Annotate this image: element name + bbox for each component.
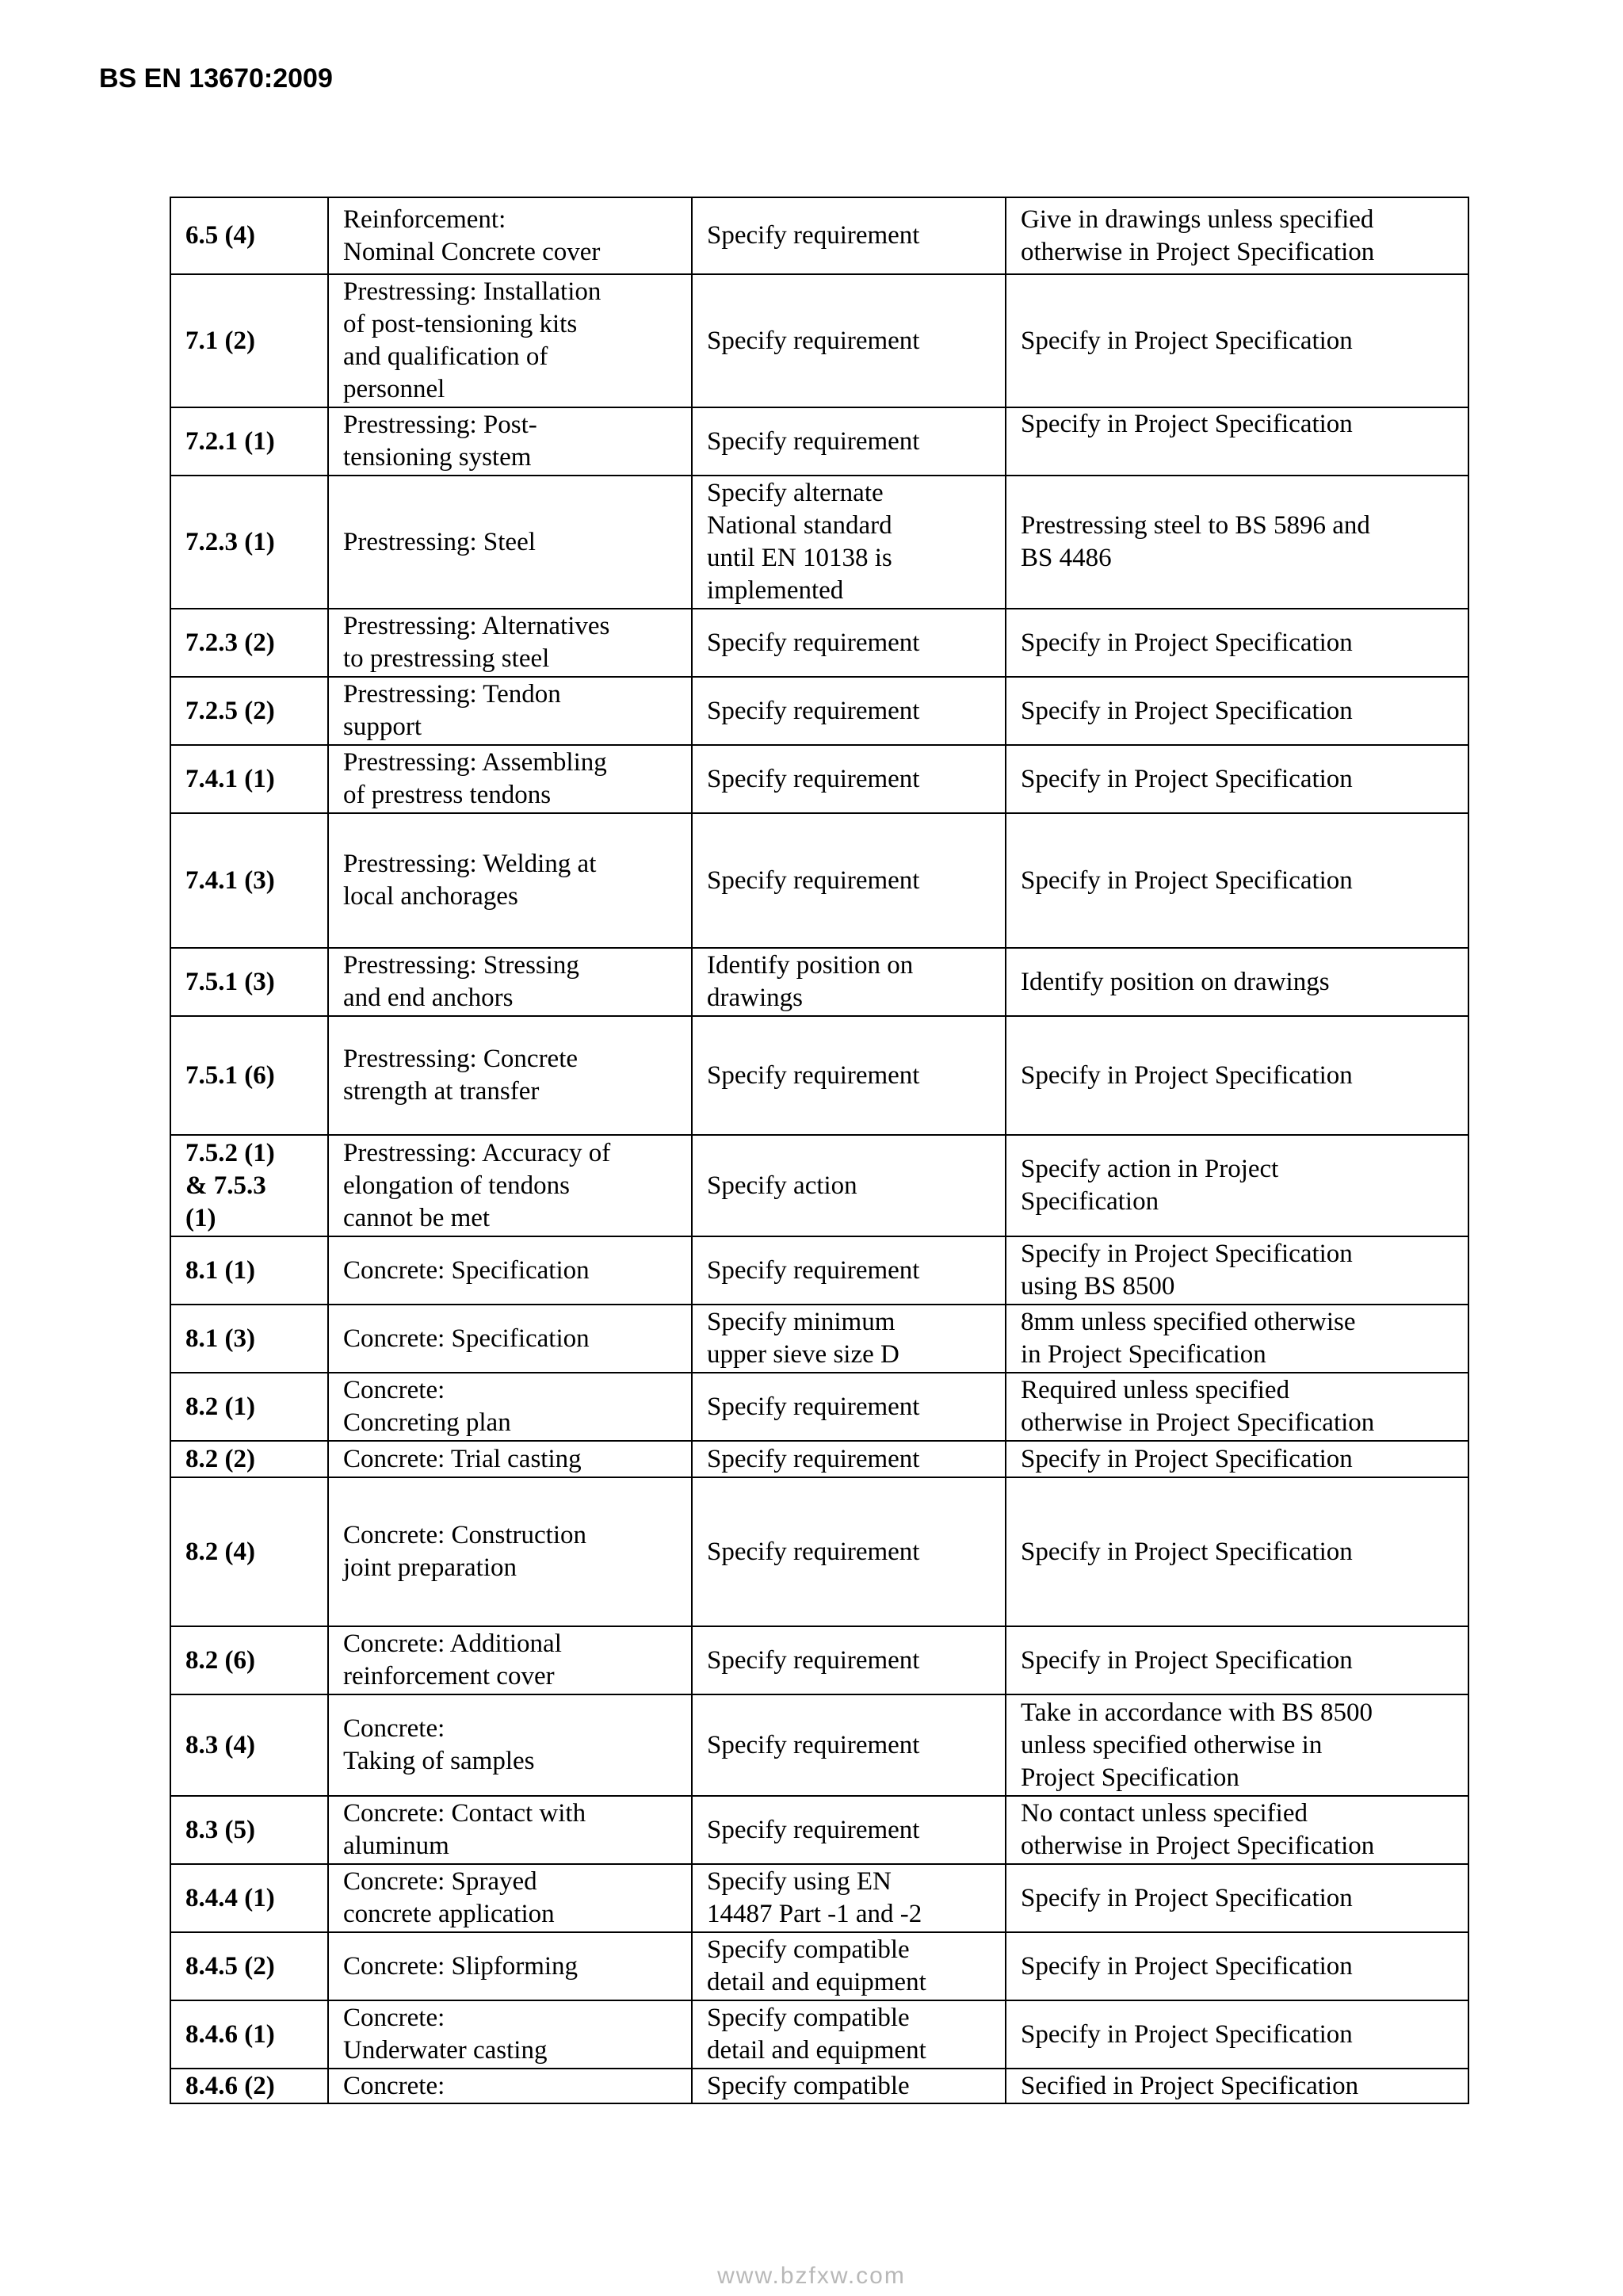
subject-cell [328,2069,692,2103]
action-cell [692,476,1006,609]
table-row [170,1373,1468,1441]
table-row [170,609,1468,677]
specification-table-body [170,197,1468,2103]
clause-cell [170,1236,328,1305]
clause-cell [170,609,328,677]
table-row [170,1626,1468,1694]
decision-cell [1006,1135,1468,1236]
decision-text: Specification [1021,1187,1159,1216]
decision-cell [1006,609,1468,677]
subject-text: personnel [343,375,445,403]
action-text: Specify requirement [707,865,920,895]
subject-text: Prestressing: Assembling [343,748,607,777]
decision-text: Project Specification [1021,1763,1239,1792]
action-cell [692,2069,1006,2103]
decision-cell [1006,197,1468,274]
subject-text: Reinforcement: [343,204,506,234]
table-row [170,1135,1468,1236]
clause-text: 8.4.5 (2) [185,1951,275,1981]
clause-text: 8.2 (6) [185,1645,255,1675]
action-text: Specify requirement [707,1060,920,1090]
clause-cell [170,1016,328,1135]
subject-cell [328,813,692,948]
subject-text: Concrete: Sprayed [343,1867,537,1896]
table-row [170,1236,1468,1305]
subject-text: Concrete: [343,1714,445,1743]
clause-cell [170,1441,328,1477]
decision-text: Prestressing steel to BS 5896 and [1021,511,1370,540]
table-row [170,197,1468,274]
subject-text: tensioning system [343,443,532,472]
clause-cell [170,1796,328,1864]
table-row [170,2000,1468,2069]
subject-text: to prestressing steel [343,644,550,673]
table-row [170,274,1468,407]
clause-text: 8.4.6 (1) [185,2019,275,2049]
decision-cell [1006,948,1468,1016]
table-row [170,948,1468,1016]
decision-cell [1006,2069,1468,2103]
clause-text: 7.2.3 (2) [185,628,275,657]
subject-text: Concrete: [343,2071,445,2100]
decision-cell [1006,1864,1468,1932]
subject-text: Prestressing: Installation [343,277,601,306]
table-row [170,407,1468,476]
clause-cell [170,1305,328,1373]
subject-text: Prestressing: Accuracy of [343,1138,611,1167]
subject-text: Concrete: Contact with [343,1799,586,1828]
subject-text: Concrete: Specification [343,1324,590,1353]
decision-text: Specify in Project Specification [1021,1060,1353,1090]
decision-text: otherwise in Project Specification [1021,1408,1375,1437]
decision-text: Specify in Project Specification [1021,2019,1353,2049]
table-row [170,1796,1468,1864]
action-text: Specify requirement [707,426,920,456]
action-cell [692,1864,1006,1932]
decision-text: in Project Specification [1021,1340,1266,1369]
action-text: Specify requirement [707,221,920,250]
action-text: Specify using EN [707,1867,892,1896]
clause-text: 7.2.3 (1) [185,527,275,556]
subject-text: Taking of samples [343,1747,535,1775]
table-row [170,1477,1468,1626]
table-row [170,745,1468,813]
subject-text: Concreting plan [343,1408,511,1437]
decision-text: Required unless specified [1021,1376,1290,1404]
clause-text: 8.1 (3) [185,1324,255,1353]
action-text: implemented [707,576,844,605]
action-text: Specify requirement [707,1537,920,1566]
clause-text: 7.5.1 (6) [185,1060,275,1090]
action-text: Specify requirement [707,1730,920,1759]
action-text: Specify action [707,1171,857,1200]
clause-cell [170,1135,328,1236]
table-row [170,1932,1468,2000]
table-row [170,1305,1468,1373]
decision-text: using BS 8500 [1021,1272,1175,1301]
subject-text: Concrete: Construction [343,1521,587,1549]
clause-cell [170,274,328,407]
action-text: Identify position on [707,951,914,980]
table-row [170,1864,1468,1932]
subject-cell [328,1477,692,1626]
subject-text: local anchorages [343,882,518,911]
decision-cell [1006,1373,1468,1441]
action-text: Specify requirement [707,1815,920,1844]
decision-cell [1006,1236,1468,1305]
clause-text: 7.1 (2) [185,326,255,355]
decision-text: No contact unless specified [1021,1799,1308,1828]
subject-text: concrete application [343,1900,555,1928]
decision-cell [1006,1305,1468,1373]
action-cell [692,745,1006,813]
clause-cell [170,677,328,745]
clause-cell [170,1932,328,2000]
clause-cell [170,197,328,274]
decision-cell [1006,1016,1468,1135]
clause-text: 7.4.1 (1) [185,764,275,793]
subject-text: cannot be met [343,1203,491,1232]
action-cell [692,1135,1006,1236]
subject-text: aluminum [343,1832,449,1860]
subject-cell [328,197,692,274]
decision-text: Specify action in Project [1021,1155,1279,1183]
decision-text: Specify in Project Specification [1021,326,1353,355]
decision-text: 8mm unless specified otherwise [1021,1308,1356,1336]
clause-cell [170,948,328,1016]
subject-text: of prestress tendons [343,781,552,809]
action-cell [692,407,1006,476]
action-text: until EN 10138 is [707,544,892,572]
clause-cell [170,407,328,476]
clause-text: 8.3 (4) [185,1730,255,1759]
watermark: www.bzfxw.com [717,2263,906,2289]
action-text: drawings [707,984,803,1012]
clause-text: 7.2.5 (2) [185,696,275,725]
action-cell [692,1626,1006,1694]
decision-text: unless specified otherwise in [1021,1730,1323,1759]
clause-cell [170,2069,328,2103]
decision-text: Specify in Project Specification [1021,764,1353,793]
clause-text: 7.4.1 (3) [185,865,275,895]
action-cell [692,1305,1006,1373]
action-text: Specify alternate [707,479,884,507]
clause-text: 7.5.2 (1) [185,1138,275,1167]
clause-text: 8.2 (4) [185,1537,255,1566]
subject-cell [328,1864,692,1932]
clause-text: 7.2.1 (1) [185,426,275,456]
subject-cell [328,1796,692,1864]
subject-text: Prestressing: Steel [343,527,536,556]
action-text: Specify requirement [707,764,920,793]
decision-text: otherwise in Project Specification [1021,1832,1375,1860]
decision-text: otherwise in Project Specification [1021,237,1375,266]
subject-text: Prestressing: Stressing [343,951,579,980]
action-cell [692,948,1006,1016]
subject-text: Concrete: Slipforming [343,1951,579,1981]
decision-text: Specify in Project Specification [1021,1951,1353,1981]
subject-text: elongation of tendons [343,1171,570,1200]
action-text: Specify compatible [707,2071,910,2100]
subject-text: reinforcement cover [343,1662,555,1690]
decision-cell [1006,813,1468,948]
action-cell [692,2000,1006,2069]
subject-cell [328,2000,692,2069]
decision-text: Specify in Project Specification [1021,1537,1353,1566]
action-cell [692,1932,1006,2000]
decision-cell [1006,1477,1468,1626]
subject-text: Nominal Concrete cover [343,237,601,266]
clause-text: 7.5.1 (3) [185,967,275,996]
subject-text: Concrete: Trial casting [343,1444,582,1473]
decision-text: Take in accordance with BS 8500 [1021,1698,1373,1727]
subject-cell [328,1626,692,1694]
subject-text: and qualification of [343,342,548,371]
decision-cell [1006,476,1468,609]
clause-text: 8.4.6 (2) [185,2071,275,2100]
action-text: Specify requirement [707,1255,920,1285]
subject-cell [328,476,692,609]
decision-cell [1006,274,1468,407]
subject-cell [328,1236,692,1305]
clause-text: (1) [185,1203,216,1232]
action-text: Specify requirement [707,1392,920,1421]
subject-text: Concrete: [343,2004,445,2032]
subject-cell [328,677,692,745]
table-row [170,677,1468,745]
clause-cell [170,1626,328,1694]
action-text: upper sieve size D [707,1340,899,1369]
clause-text: 8.1 (1) [185,1255,255,1285]
action-text: Specify requirement [707,1444,920,1473]
clause-cell [170,1373,328,1441]
action-text: National standard [707,511,892,540]
action-cell [692,609,1006,677]
clause-text: 8.2 (1) [185,1392,255,1421]
decision-text: Specify in Project Specification [1021,1645,1353,1675]
decision-text: Give in drawings unless specified [1021,204,1374,234]
decision-cell [1006,1694,1468,1796]
table-row [170,2069,1468,2103]
clause-cell [170,476,328,609]
decision-text: Specify in Project Specification [1021,410,1353,438]
subject-text: Prestressing: Alternatives [343,612,610,640]
action-text: Specify compatible [707,1935,910,1964]
subject-text: Concrete: [343,1376,445,1404]
decision-cell [1006,2000,1468,2069]
decision-text: Specify in Project Specification [1021,696,1353,725]
subject-cell [328,1016,692,1135]
action-cell [692,677,1006,745]
action-text: Specify requirement [707,1645,920,1675]
decision-text: Specify in Project Specification [1021,1444,1353,1473]
decision-text: Specify in Project Specification [1021,865,1353,895]
action-cell [692,1441,1006,1477]
action-cell [692,274,1006,407]
action-cell [692,1694,1006,1796]
subject-cell [328,948,692,1016]
subject-text: joint preparation [343,1553,517,1582]
subject-text: Prestressing: Concrete [343,1045,579,1073]
decision-text: BS 4486 [1021,544,1112,572]
clause-text: & 7.5.3 [185,1171,266,1200]
clause-text: 6.5 (4) [185,221,255,250]
subject-cell [328,1694,692,1796]
action-cell [692,813,1006,948]
table-row [170,813,1468,948]
action-text: detail and equipment [707,1968,926,1996]
action-text: detail and equipment [707,2036,926,2065]
subject-text: and end anchors [343,984,514,1012]
subject-text: Prestressing: Welding at [343,850,597,878]
subject-cell [328,1373,692,1441]
table-row [170,1441,1468,1477]
decision-cell [1006,1626,1468,1694]
subject-text: Prestressing: Tendon [343,680,561,709]
clause-cell [170,813,328,948]
action-text: 14487 Part -1 and -2 [707,1900,922,1928]
subject-cell [328,1932,692,2000]
subject-text: support [343,712,422,741]
subject-cell [328,1305,692,1373]
decision-cell [1006,1796,1468,1864]
clause-cell [170,2000,328,2069]
decision-cell [1006,407,1468,476]
action-cell [692,1477,1006,1626]
action-text: Specify compatible [707,2004,910,2032]
action-cell [692,197,1006,274]
decision-text: Secified in Project Specification [1021,2071,1359,2100]
clause-cell [170,1694,328,1796]
subject-text: Concrete: Additional [343,1629,562,1658]
action-text: Specify requirement [707,696,920,725]
subject-cell [328,1441,692,1477]
action-cell [692,1016,1006,1135]
clause-text: 8.2 (2) [185,1444,255,1473]
table-row [170,1694,1468,1796]
subject-text: strength at transfer [343,1077,540,1106]
clause-text: 8.3 (5) [185,1815,255,1844]
clause-cell [170,1864,328,1932]
table-row [170,1016,1468,1135]
decision-text: Identify position on drawings [1021,967,1330,996]
subject-text: Concrete: Specification [343,1255,590,1285]
decision-cell [1006,677,1468,745]
action-text: Specify requirement [707,326,920,355]
table-row [170,476,1468,609]
decision-text: Specify in Project Specification [1021,1240,1353,1268]
action-cell [692,1236,1006,1305]
subject-cell [328,274,692,407]
decision-cell [1006,1441,1468,1477]
action-cell [692,1373,1006,1441]
subject-cell [328,407,692,476]
action-cell [692,1796,1006,1864]
decision-cell [1006,745,1468,813]
decision-cell [1006,1932,1468,2000]
clause-cell [170,1477,328,1626]
subject-text: Underwater casting [343,2036,548,2065]
subject-cell [328,745,692,813]
document-header: BS EN 13670:2009 [99,63,333,94]
clause-cell [170,745,328,813]
subject-text: of post-tensioning kits [343,310,578,338]
subject-text: Prestressing: Post- [343,411,537,439]
decision-text: Specify in Project Specification [1021,1883,1353,1912]
specification-table [170,197,1469,2104]
subject-cell [328,1135,692,1236]
action-text: Specify minimum [707,1308,896,1336]
subject-cell [328,609,692,677]
clause-text: 8.4.4 (1) [185,1883,275,1912]
decision-text: Specify in Project Specification [1021,628,1353,657]
action-text: Specify requirement [707,628,920,657]
